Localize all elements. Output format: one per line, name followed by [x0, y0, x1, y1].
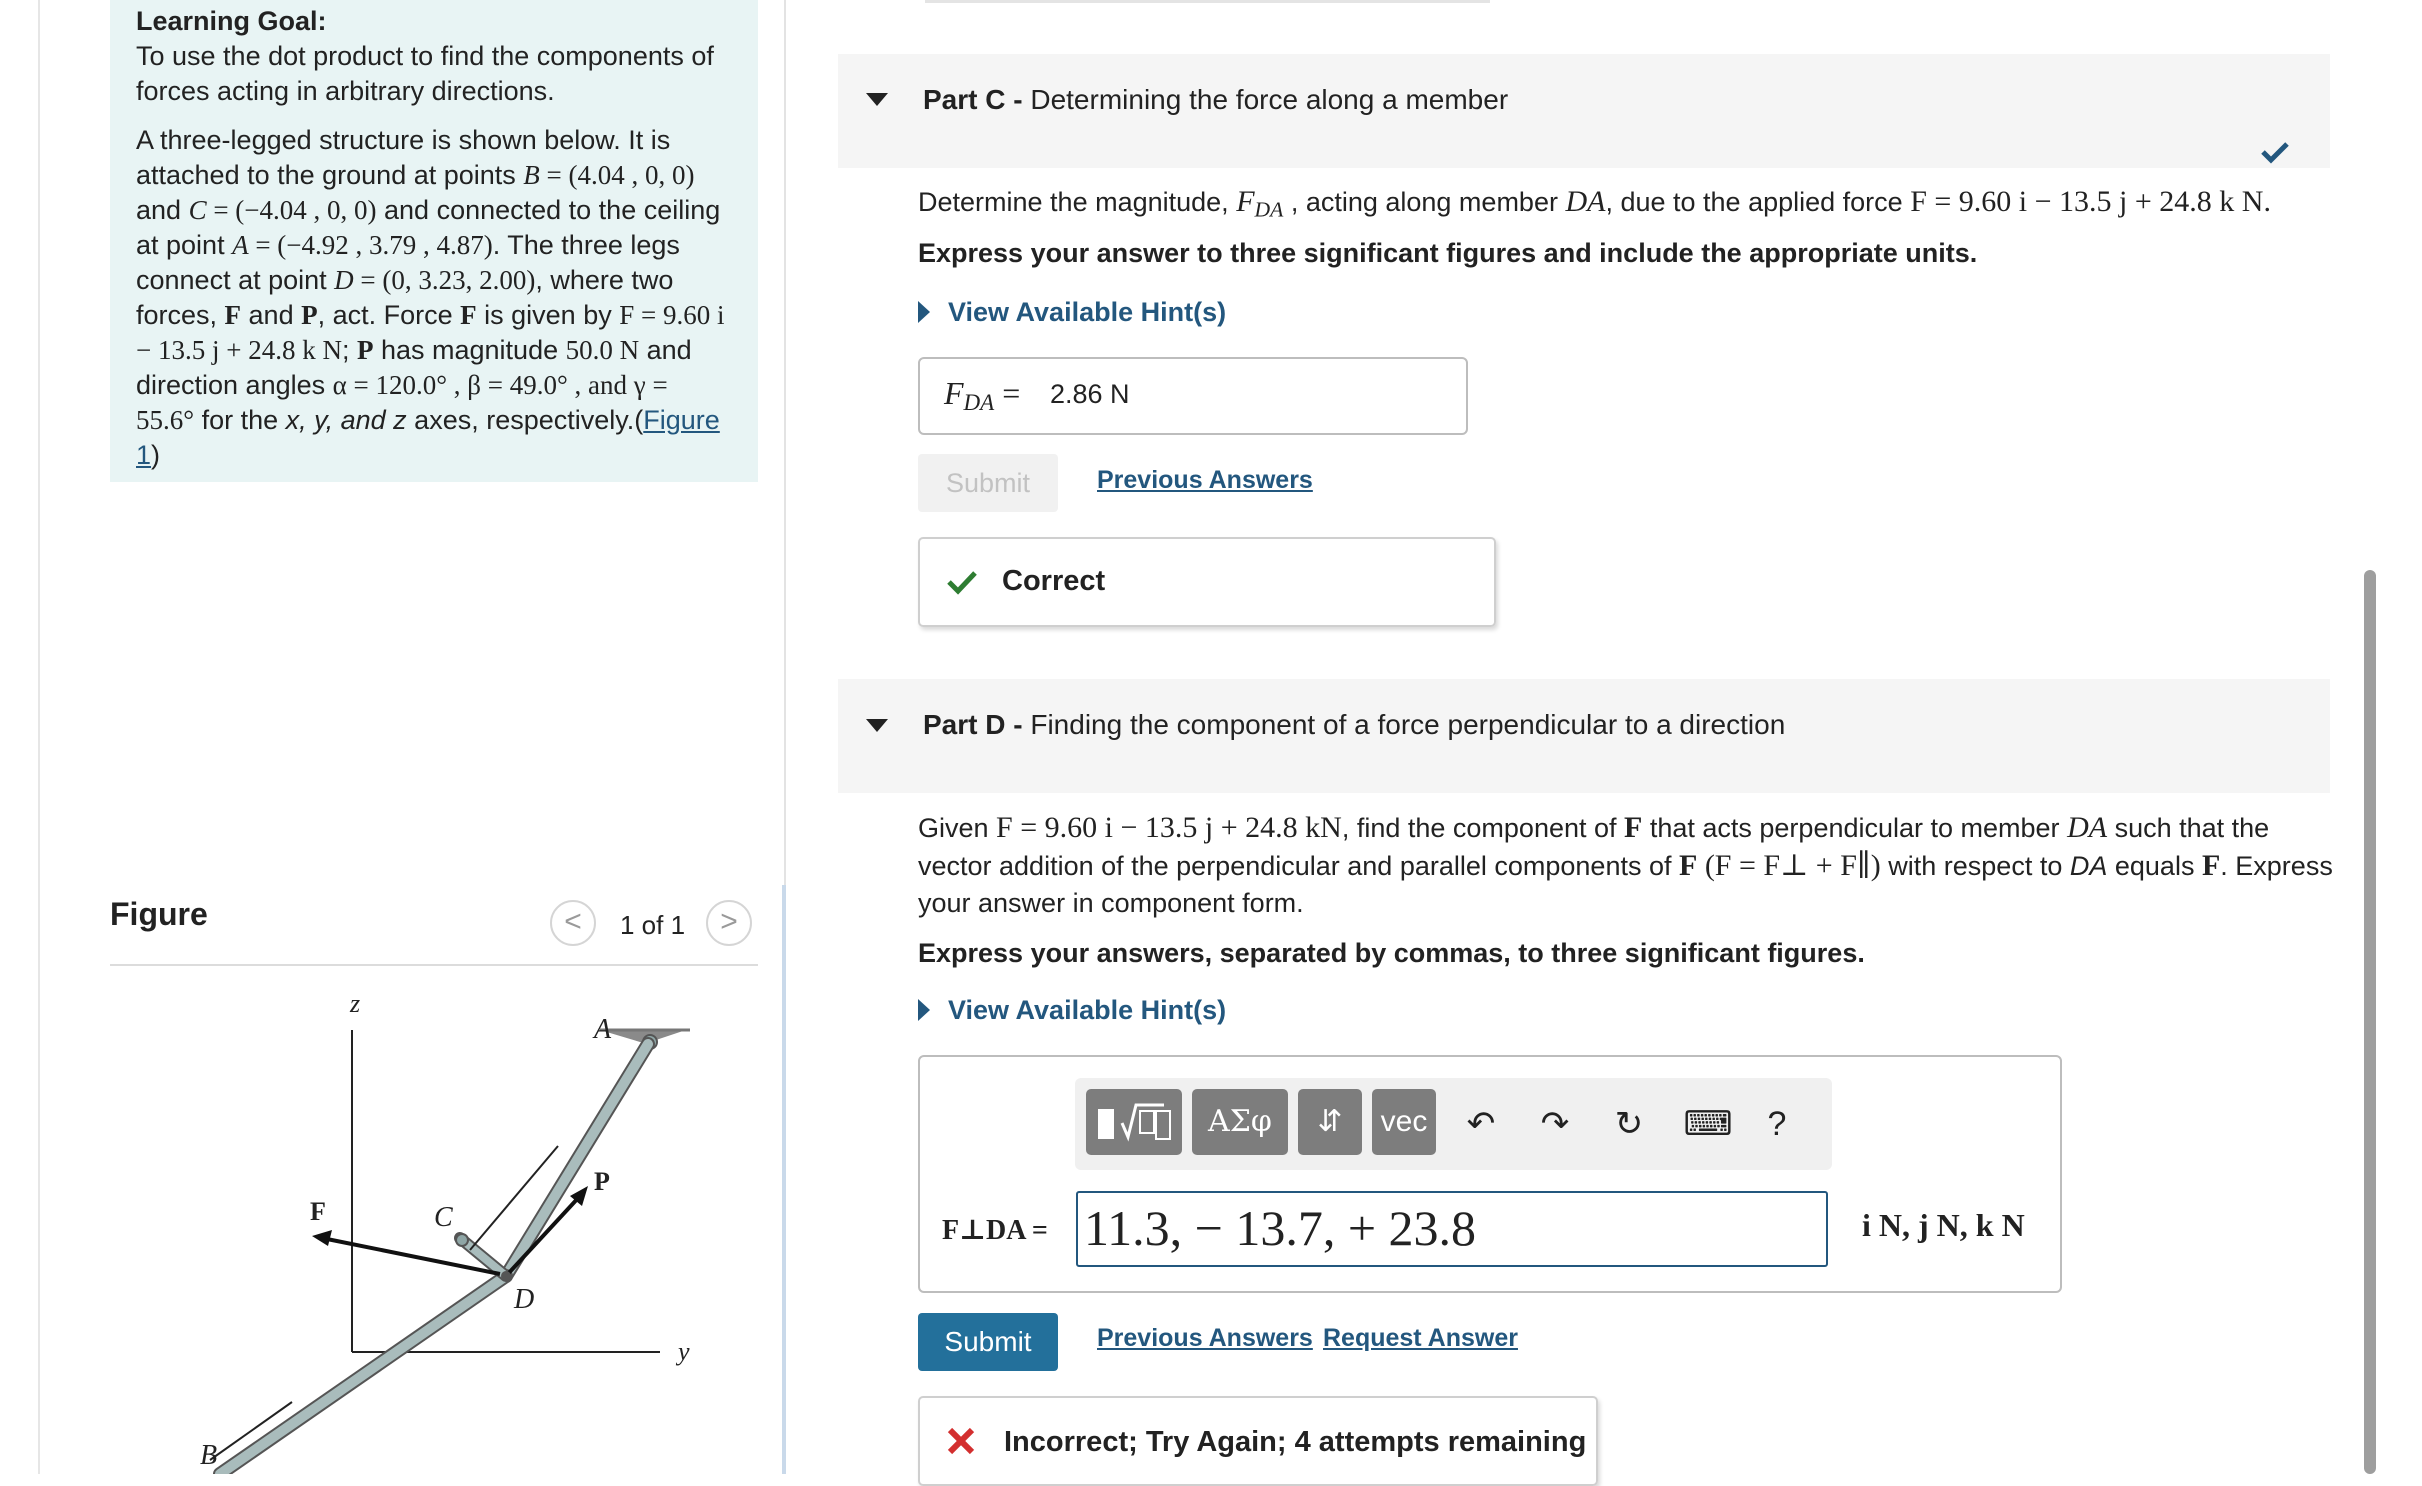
figure-heading: Figure	[110, 896, 208, 932]
applied-force-expression: F = 9.60 i − 13.5 j + 24.8 k N.	[1910, 185, 2271, 218]
member-name: DA	[2067, 811, 2108, 844]
answer-value: 2.86 N	[1050, 379, 1130, 409]
point-a-coords: = (−4.92 , 3.79 , 4.87)	[248, 230, 493, 260]
text-segment: is given by	[476, 300, 620, 330]
subscript-superscript-button[interactable]: ⇵	[1298, 1089, 1362, 1155]
learning-goal-box	[110, 0, 758, 482]
text-segment: for the	[194, 405, 286, 435]
caret-right-icon	[918, 999, 930, 1021]
part-d-header[interactable]	[838, 679, 2330, 793]
part-d-submit-button[interactable]: Submit	[918, 1313, 1058, 1371]
part-c-instruction: Express your answer to three significant figures and include the appropriate units.	[918, 238, 1978, 268]
learning-goal-title: Learning Goal:	[136, 6, 327, 36]
part-d-previous-answers-link[interactable]: Previous Answers	[1097, 1324, 1313, 1352]
force-p-symbol: P	[356, 335, 374, 365]
text-segment: , where two forces,	[136, 265, 674, 330]
symbol-subscript: DA	[963, 388, 995, 415]
caret-right-icon	[918, 301, 930, 323]
equals-sign: =	[994, 375, 1021, 411]
part-d-title	[923, 709, 1785, 741]
z-axis-label: z	[350, 990, 361, 1018]
text-segment: and direction angles	[136, 335, 692, 400]
keyboard-icon[interactable]: ⌨	[1683, 1105, 1733, 1143]
part-d-hints-toggle[interactable]	[918, 995, 1226, 1026]
undo-icon[interactable]: ↶	[1466, 1105, 1496, 1143]
magnitude-symbol	[1236, 185, 1284, 222]
part-d-answer-box	[918, 1055, 2062, 1293]
hint-label: View Available Hint(s)	[948, 995, 1227, 1025]
figure-divider	[110, 964, 758, 966]
force-f-symbol: F	[224, 300, 242, 330]
member-name: DA	[1565, 185, 1606, 218]
force-symbol: F	[1624, 811, 1643, 844]
part-d-feedback	[918, 1396, 1598, 1486]
vector-button[interactable]: vec	[1372, 1089, 1436, 1155]
greek-symbols-button[interactable]: ΑΣφ	[1192, 1089, 1288, 1155]
part-c-complete-check-icon	[2260, 140, 2290, 164]
point-b-coords: = (4.04 , 0, 0)	[539, 160, 695, 190]
part-c-title	[923, 84, 1508, 116]
part-c-feedback	[918, 537, 1496, 627]
help-icon[interactable]: ?	[1767, 1105, 1787, 1143]
point-b-label: B	[200, 1440, 218, 1471]
part-d-collapse-icon[interactable]	[866, 719, 888, 732]
answer-input[interactable]: 11.3, − 13.7, + 23.8	[1076, 1191, 1828, 1267]
text-segment: , due to the applied force	[1605, 187, 1911, 217]
symbol-text: F	[944, 375, 964, 411]
text-segment: has magnitude	[373, 335, 566, 365]
top-rule	[925, 0, 1490, 3]
given-force-expression: F = 9.60 i − 13.5 j + 24.8 kN	[996, 811, 1342, 844]
part-c-title-text: Determining the force along a member	[1030, 84, 1509, 115]
figure-link[interactable]: Figure 1	[136, 405, 720, 470]
force-p-label: P	[594, 1167, 610, 1196]
part-c-hints-toggle[interactable]	[918, 297, 1226, 328]
part-c-previous-answers-link[interactable]: Previous Answers	[1097, 466, 1313, 494]
part-c-label: Part C -	[923, 84, 1031, 115]
axes-names: x, y, and z	[285, 405, 407, 435]
text-segment: A three-legged structure is shown below. It is attached to the ground at points	[136, 125, 671, 190]
figure-prev-button[interactable]: <	[550, 900, 596, 946]
force-f-label: F	[310, 1197, 326, 1226]
templates-icon	[1092, 1097, 1176, 1147]
text-segment: axes, respectively.(	[406, 405, 644, 435]
redo-icon[interactable]: ↷	[1540, 1105, 1570, 1143]
part-c-question	[918, 183, 2271, 228]
point-a-label: A	[594, 1014, 612, 1045]
math-toolbar	[1075, 1078, 1832, 1170]
point-d-coords: = (0, 3.23, 2.00)	[353, 265, 536, 295]
point-b-label: B	[523, 160, 540, 190]
symbol-subscript: DA	[1254, 197, 1284, 222]
check-icon	[946, 569, 978, 595]
part-c-submit-button[interactable]: Submit	[918, 454, 1058, 512]
pane-divider-handle[interactable]	[782, 885, 786, 1474]
force-f-expression: F = 9.60 i − 13.5 j + 24.8 k N	[136, 300, 725, 365]
answer-label	[944, 375, 1020, 416]
direction-angles: α = 120.0° , β = 49.0° , and γ = 55.6°	[136, 370, 668, 435]
text-segment: ;	[341, 335, 357, 365]
text-segment: . Express your answer in component form.	[918, 851, 2333, 918]
force-symbol: F	[2201, 849, 2221, 882]
part-d-request-answer-link[interactable]: Request Answer	[1323, 1324, 1518, 1352]
text-segment: . The three legs connect at point	[136, 230, 680, 295]
reset-icon[interactable]: ↻	[1614, 1105, 1644, 1143]
text-segment: and	[241, 300, 302, 330]
point-d-label: D	[334, 265, 354, 295]
part-d-title-text: Finding the component of a force perpendicular to a direction	[1030, 709, 1786, 740]
y-axis-label: y	[678, 1337, 690, 1366]
answer-label: F⊥DA =	[942, 1215, 1048, 1246]
answer-units: i N, j N, k N	[1862, 1207, 2025, 1243]
learning-goal-statement: To use the dot product to find the components of forces acting in arbitrary directions.	[136, 41, 714, 106]
part-d-label: Part D -	[923, 709, 1031, 740]
part-c-collapse-icon[interactable]	[866, 93, 888, 106]
problem-description	[136, 123, 732, 473]
feedback-text: Correct	[1002, 565, 1106, 597]
structure-figure	[170, 990, 730, 1474]
figure-next-button[interactable]: >	[706, 900, 752, 946]
close-icon	[946, 1426, 976, 1456]
point-d-label: D	[514, 1284, 535, 1315]
force-symbol: F	[1678, 849, 1698, 882]
text-segment: and connected to the ceiling at point	[136, 195, 721, 260]
text-segment: , find the component of	[1341, 813, 1625, 843]
member-name: DA	[2069, 851, 2108, 881]
part-d-instruction: Express your answers, separated by commas, to three significant figures.	[918, 938, 1865, 968]
force-p-magnitude: 50.0 N	[565, 335, 640, 365]
feedback-text: Incorrect; Try Again; 4 attempts remaining	[1004, 1426, 1587, 1458]
text-segment: , act. Force	[317, 300, 461, 330]
text-segment: equals	[2107, 851, 2202, 881]
text-segment: Given	[918, 813, 997, 843]
outer-frame-line	[38, 0, 40, 1474]
point-a-label: A	[232, 230, 249, 260]
force-f-symbol: F	[460, 300, 477, 330]
hint-label: View Available Hint(s)	[948, 297, 1227, 327]
point-c-label: C	[188, 195, 207, 225]
text-segment: , acting along member	[1283, 187, 1566, 217]
text-segment: with respect to	[1880, 851, 2070, 881]
figure-pager: 1 of 1	[620, 910, 686, 940]
text-segment: that acts perpendicular to member	[1642, 813, 2068, 843]
text-segment: Determine the magnitude,	[918, 187, 1237, 217]
force-p-symbol: P	[301, 300, 318, 330]
part-c-answer-box	[918, 357, 1468, 435]
point-c-coords: = (−4.04 , 0, 0)	[206, 195, 377, 225]
scrollbar-thumb[interactable]	[2364, 570, 2376, 1474]
text-segment: )	[151, 440, 161, 470]
symbol-text: F	[1236, 185, 1255, 218]
text-segment: and	[136, 195, 189, 225]
templates-button[interactable]	[1086, 1089, 1182, 1155]
point-c-label: C	[434, 1202, 453, 1233]
part-d-question	[918, 809, 2338, 922]
text-segment: such that the vector addition of the perpendicular and parallel components of	[918, 813, 2270, 881]
decomposition-expression: (F = F⊥ + F∥)	[1697, 849, 1881, 882]
part-c-header[interactable]	[838, 54, 2330, 168]
